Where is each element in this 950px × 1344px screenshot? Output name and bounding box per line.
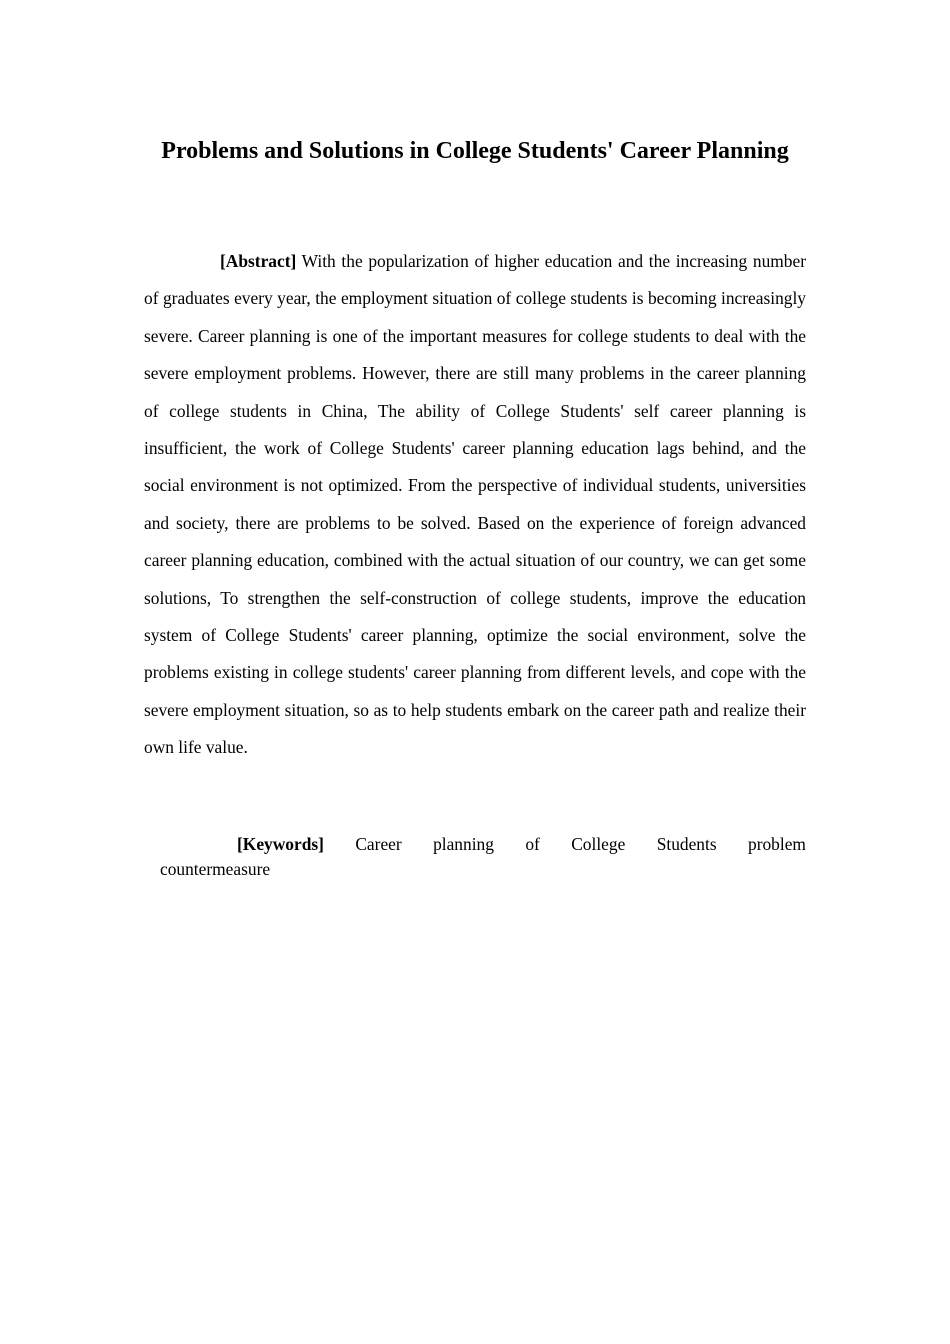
- keyword-word: planning: [433, 834, 494, 854]
- abstract-paragraph: [144, 243, 806, 767]
- keywords-line: [160, 832, 806, 857]
- keywords-section: [160, 832, 806, 882]
- keyword-word: of: [525, 834, 540, 854]
- keyword-word: countermeasure: [160, 859, 271, 879]
- keyword-word: College: [571, 834, 626, 854]
- keyword-word: Students: [656, 834, 717, 854]
- abstract-text: With the popularization of higher education and the increasing number of graduates every year, the employment situation of college students is becoming increasingly severe. Career planning is one of the important measures for college students to deal with the severe employment problems. However, there are still many problems in the career planning of college students in China, The ability of College Students' self career planning is insufficient, the work of College Students' career planning education lags behind, and the social environment is not optimized. From the perspective of individual students, universities and society, there are problems to be solved. Based on the experience of foreign advanced career planning education, combined with the actual situation of our country, we can get some solutions, To strengthen the self-construction of college students, improve the education system of College Students' career planning, optimize the social environment, solve the problems existing in college students' career planning from different levels, and cope with the severe employment situation, so as to help students embark on the career path and realize their own life value.: [144, 251, 806, 758]
- page-title: Problems and Solutions in College Students' Career Planning: [161, 138, 789, 164]
- keyword-word: Career: [355, 834, 402, 854]
- keyword-word: problem: [748, 834, 806, 854]
- keywords-label: [Keywords]: [237, 834, 324, 854]
- abstract-label: [Abstract]: [220, 251, 297, 271]
